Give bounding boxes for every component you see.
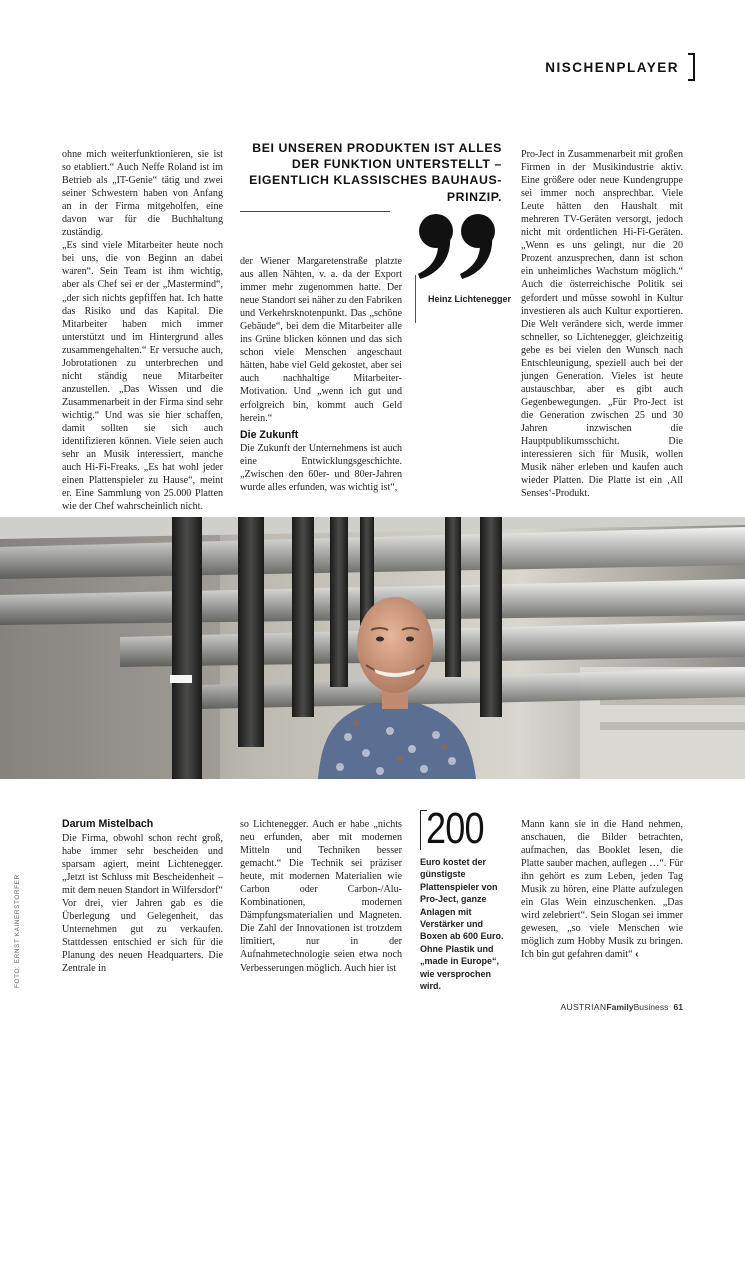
pull-quote-text: BEI UNSEREN PRODUKTEN IST ALLES DER FUNKTION UNTERSTELLT – EIGENTLICH KLASSISCHES BAUHAUS-PRINZIP. xyxy=(249,141,502,204)
photo-credit xyxy=(12,874,24,988)
footer-brand-bold: Family xyxy=(606,1002,634,1012)
footer-brand-prefix: AUSTRIAN xyxy=(560,1002,607,1012)
stat-number: 200 xyxy=(426,804,484,853)
footer-brand-suffix: Business xyxy=(633,1002,669,1012)
section-tag xyxy=(545,54,687,80)
top-column-1 xyxy=(62,148,223,513)
bottom-col1-heading: Darum Mistelbach xyxy=(62,818,154,830)
top-col1-para-2: „Es sind viele Mitarbeiter heute noch bei uns, die von Beginn an dabei waren“. Sein Team ist ihm wichtig, aber als Chef sei er der „Mastermind“, „der sich nichts gepfiffen hat. Ich hatte das Risiko und das Kapital. Die Mitarbeiter haben mich immer unterstützt und im Hintergrund alles zusammengehalten.“ Er versuche auch, Jobrotationen zu unterbrechen und nicht ständig neue Mitarbeiter anzustellen. „Das Wissen und die Zusammenarbeit in der Firma sind sehr wichtig.“ Und was sie hier schaffen, damit sollten sie sich auch identifizieren können. Viele seien auch sehr an Musik interessiert, manche auch Hi-Fi-Freaks. „Es hat wohl jeder einen Plattenspieler zu Hause“, meint er. Eine Sammlung von 25.000 Platten wie der Chef wahrscheinlich nicht. xyxy=(62,240,223,513)
stat-text: Euro kostet der günstigste Plattenspieler von Pro-Ject, ganze Anlagen mit Verstärker und Boxen ab 600 Euro. Ohne Plastik und „made in Europe“, wie versprochen wird. xyxy=(420,857,504,992)
top-column-3 xyxy=(521,148,683,500)
bottom-column-3 xyxy=(521,818,683,974)
top-col3-text: Pro-Ject in Zusammenarbeit mit großen Firmen in der Musikindustrie aktiv. Eine größere oder neue Kundengruppe sei immer noch ansprechbar. Viele Leute hätten den Haushalt mit mehreren TV-Geräten versorgt, jedoch nicht mit ordentlichen Hi-Fi-Geräten. „Wenn es uns gelingt, nur die 20 Prozent anzusprechen, dann ist schon ein unheimliches Wachstum möglich.“ Auch die österreichische Politik sei gefordert und müsse sowohl in Kultur investieren als auch Kultur exportieren. Die Welt verändere sich, werde immer schneller, so Lichtenegger, gleichzeitig gebe es bei vielen den Wunsch nach Entschleunigung, speziell auch bei der jungen Generation. Vieles ist heute austauschbar, aber es gibt auch Gegenbewegungen. „Für Pro-Ject ist die Generation zwischen 25 und 30 Jahren inzwischen die Hauptpublikumsschicht. Die interessieren sich für Musik, wollen Musik näher erleben und kaufen auch wieder Platten. Die Platte ist ein ‚All Senses‘-Produkt. xyxy=(521,149,683,500)
section-tag-label: NISCHENPLAYER xyxy=(545,59,679,75)
top-col1-para-1: ohne mich weiterfunktionieren, sie ist so etabliert.“ Auch Neffe Roland ist im Betrieb als „IT-Genie“ tätig und zwei seiner Schwestern haben von Anfang an in der Firma mitgeholfen, eine davon war für die Buchhaltung zuständig. xyxy=(62,149,223,239)
quote-marks-icon xyxy=(414,205,504,280)
top-column-2 xyxy=(240,255,403,494)
photo-caption: Herbert Rutschka, Betriebsleiter im Pro-Ject Headquarter, führt durch den unterirdischen Bereich des einzigartigen Heizungssystems. xyxy=(62,1196,150,1283)
bottom-col1-text: Die Firma, obwohl schon recht groß, habe immer sehr bescheiden und sparsam agiert, meint Lichtenegger. „Jetzt ist Schluss mit Bescheidenheit – mit dem neuen Standort in Wilfersdorf“ Vor drei, vier Jahren gab es die Überlegung und Gelegenheit, das Unternehmen gut zu verkaufen. Stattdessen entschied er sich für die Planung des neuen Headquarters. Die Zentrale in xyxy=(62,832,223,974)
column-divider-top xyxy=(415,275,416,323)
page-number: 61 xyxy=(673,1002,683,1012)
top-col2-heading: Die Zukunft xyxy=(240,428,299,441)
end-mark-icon: ‹ xyxy=(635,949,639,961)
photo-basement-pipes xyxy=(0,517,745,779)
bottom-column-1 xyxy=(62,818,223,974)
bottom-col3-text xyxy=(521,818,683,962)
page-footer xyxy=(560,1002,683,1012)
section-bracket xyxy=(688,53,695,81)
quote-author: Heinz Lichtenegger xyxy=(428,294,512,304)
pull-quote-rule xyxy=(240,211,390,212)
pull-quote xyxy=(240,140,502,212)
bottom-col2-text: so Lichtenegger. Auch er habe „nichts neu erfunden, aber mit modernen Mitteln und Techniken besser gemacht.“ Die Technik sei präziser heute, mit modernen Materialien wie Carbon oder Carbon-/Alu-Kombinationen, modernen Dämpfungsmaterialien und Magneten. Die Zahl der Innovationen ist trotzdem limitiert, nur in der Aufnahmetechnologie seien etwa noch Verbesserungen möglich. Auch hier ist xyxy=(240,819,402,974)
photo-credit-text: FOTO: ERNST KAINERSTORFER xyxy=(14,874,21,988)
bottom-column-2 xyxy=(240,818,402,974)
bottom-col3-body: Mann kann sie in die Hand nehmen, anschauen, die Bilder betrachten, aufmachen, das Booklet lesen, die Platte sauber machen, auflegen …“. Für ihn gehört es zum Leben, jeden Tag Musik zu hören, eine Platte aufzulegen ein Glas Wein einzuschenken. „Das wird zelebriert“. Sein Slogan sei immer gewesen, „so viele Menschen wie möglich zum Hobby Musik zu bringen. Ich bin gut gefahren damit“ xyxy=(521,819,683,961)
top-col2-text-after: Die Zukunft der Unternehmens ist auch eine Entwicklungsgeschichte. „Zwischen den 60er- und 80er-Jahren wurde alles erfunden, was wichtig ist“, xyxy=(240,443,402,494)
top-col2-text: der Wiener Margaretenstraße platzte aus allen Nähten, v. a. da der Export immer mehr zugenommen hatte. Der neue Standort sei näher zu den Fabriken und Verkehrsknotenpunkt. Das „schöne Gebäude“, bei dem die Mitarbeiter alle ins Grüne blicken können und das sich schon viele Menschen angeschaut hätten, habe viel Geld gekostet, aber sei auch nachhaltige Mitarbeiter-Motivation. Und „wenn ich gut und erfolgreich bin, kommt auch Geld herein.“ xyxy=(240,256,403,424)
